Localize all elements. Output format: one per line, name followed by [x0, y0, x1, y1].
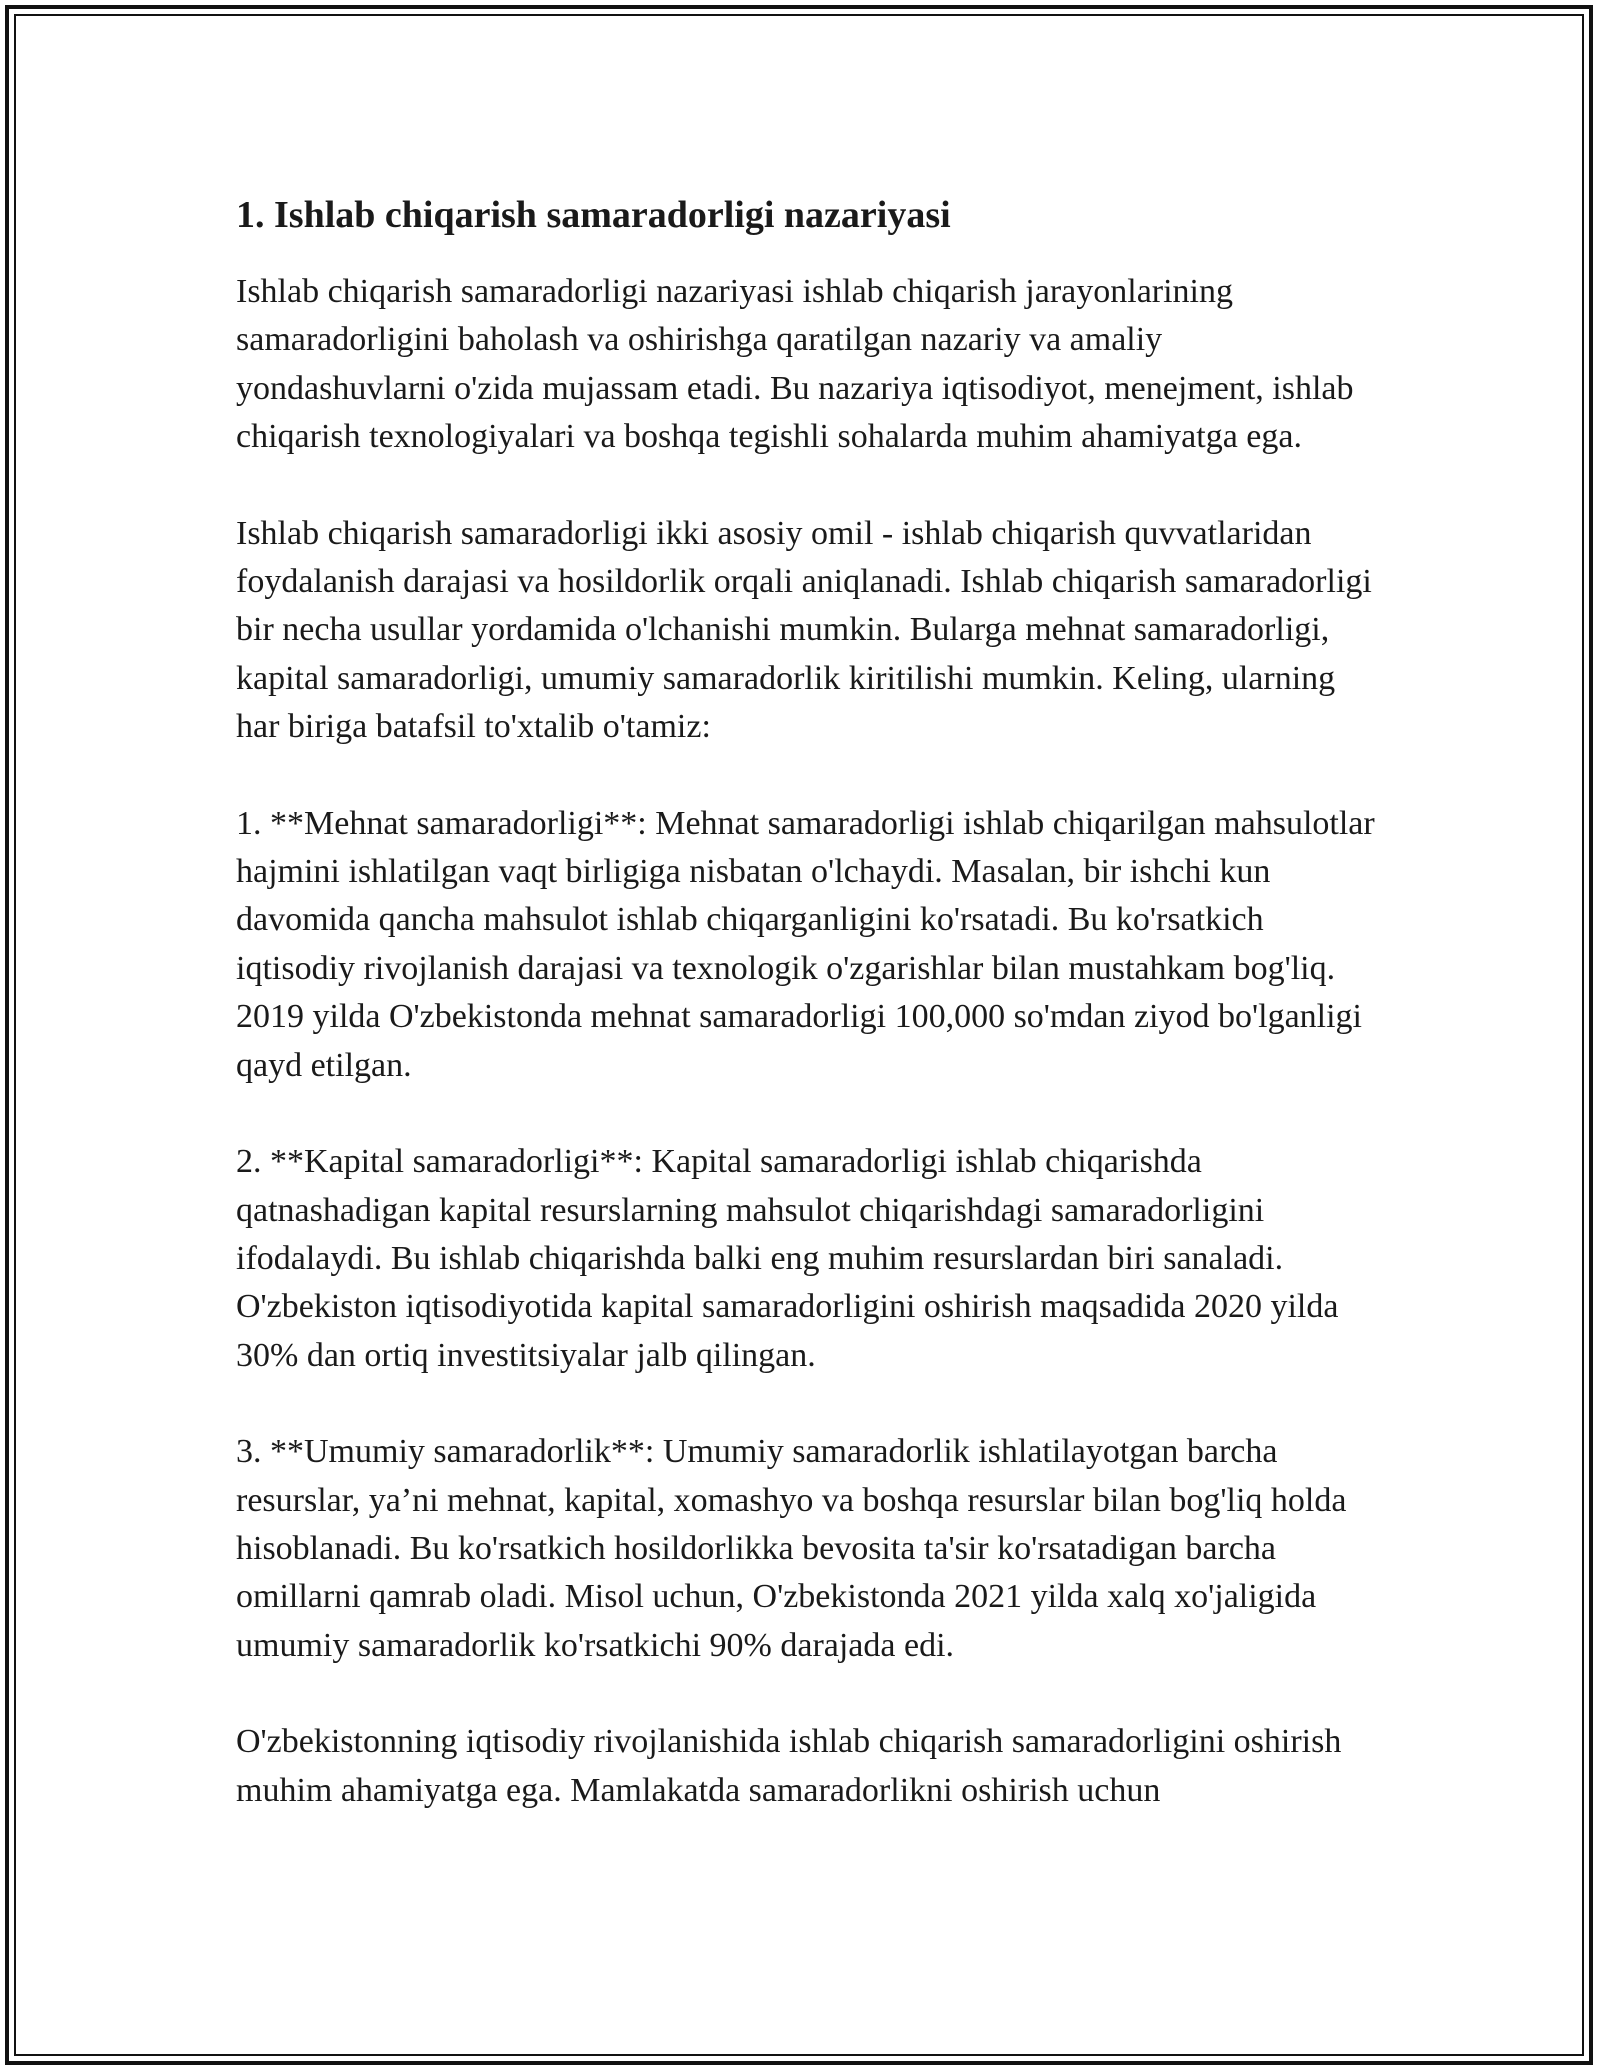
paragraph-intro: Ishlab chiqarish samaradorligi nazariyasi ishlab chiqarish jarayonlarining samaradorligini baholash va oshirishga qaratilgan nazariy va amaliy yondashuvlarni o'zida mujassam etadi. Bu nazariya iqtisodiyot, menejment, ishlab chiqarish texnologiyalari va boshqa tegishli sohalarda muhim ahamiyatga ega. — [236, 273, 1354, 456]
paragraph-factors: Ishlab chiqarish samaradorligi ikki asosiy omil - ishlab chiqarish quvvatlaridan foydalanish darajasi va hosildorlik orqali aniqlanadi. Ishlab chiqarish samaradorligi bir necha usullar yordamida o'lchanishi mumkin. Bularga mehnat samaradorligi, kapital samaradorligi, umumiy samaradorlik kiritilishi mumkin. Keling, ularning har biriga batafsil to'xtalib o'tamiz: — [236, 514, 1372, 746]
section-heading: 1. Ishlab chiqarish samaradorligi nazariyasi — [236, 194, 951, 236]
paragraph-capital-productivity: 2. **Kapital samaradorligi**: Kapital samaradorligi ishlab chiqarishda qatnashadigan kapital resurslarning mahsulot chiqarishdagi samaradorligini ifodalaydi. Bu ishlab chiqarishda balki eng muhim resurslardan biri sanaladi. O'zbekiston iqtisodiyotida kapital samaradorligini oshirish maqsadida 2020 yilda 30% dan ortiq investitsiyalar jalb qilingan. — [236, 1143, 1339, 1374]
document-body — [236, 190, 1376, 1815]
paragraph-conclusion: O'zbekistonning iqtisodiy rivojlanishida ishlab chiqarish samaradorligini oshirish muhim ahamiyatga ega. Mamlakatda samaradorlikni oshirish uchun — [236, 1723, 1342, 1809]
paragraph-total-productivity: 3. **Umumiy samaradorlik**: Umumiy samaradorlik ishlatilayotgan barcha resurslar, ya’ni mehnat, kapital, xomashyo va boshqa resurslar bilan bog'liq holda hisoblanadi. Bu ko'rsatkich hosildorlikka bevosita ta'sir ko'rsatadigan barcha omillarni qamrab oladi. Misol uchun, O'zbekistonda 2021 yilda xalq xo'jaligida umumiy samaradorlik ko'rsatkichi 90% darajada edi. — [236, 1433, 1347, 1664]
paragraph-labor-productivity: 1. **Mehnat samaradorligi**: Mehnat samaradorligi ishlab chiqarilgan mahsulotlar hajmini ishlatilgan vaqt birligiga nisbatan o'lchaydi. Masalan, bir ishchi kun davomida qancha mahsulot ishlab chiqarganligini ko'rsatadi. Bu ko'rsatkich iqtisodiy rivojlanish darajasi va texnologik o'zgarishlar bilan mustahkam bog'liq. 2019 yilda O'zbekistonda mehnat samaradorligi 100,000 so'mdan ziyod bo'lganligi qayd etilgan. — [236, 804, 1375, 1084]
